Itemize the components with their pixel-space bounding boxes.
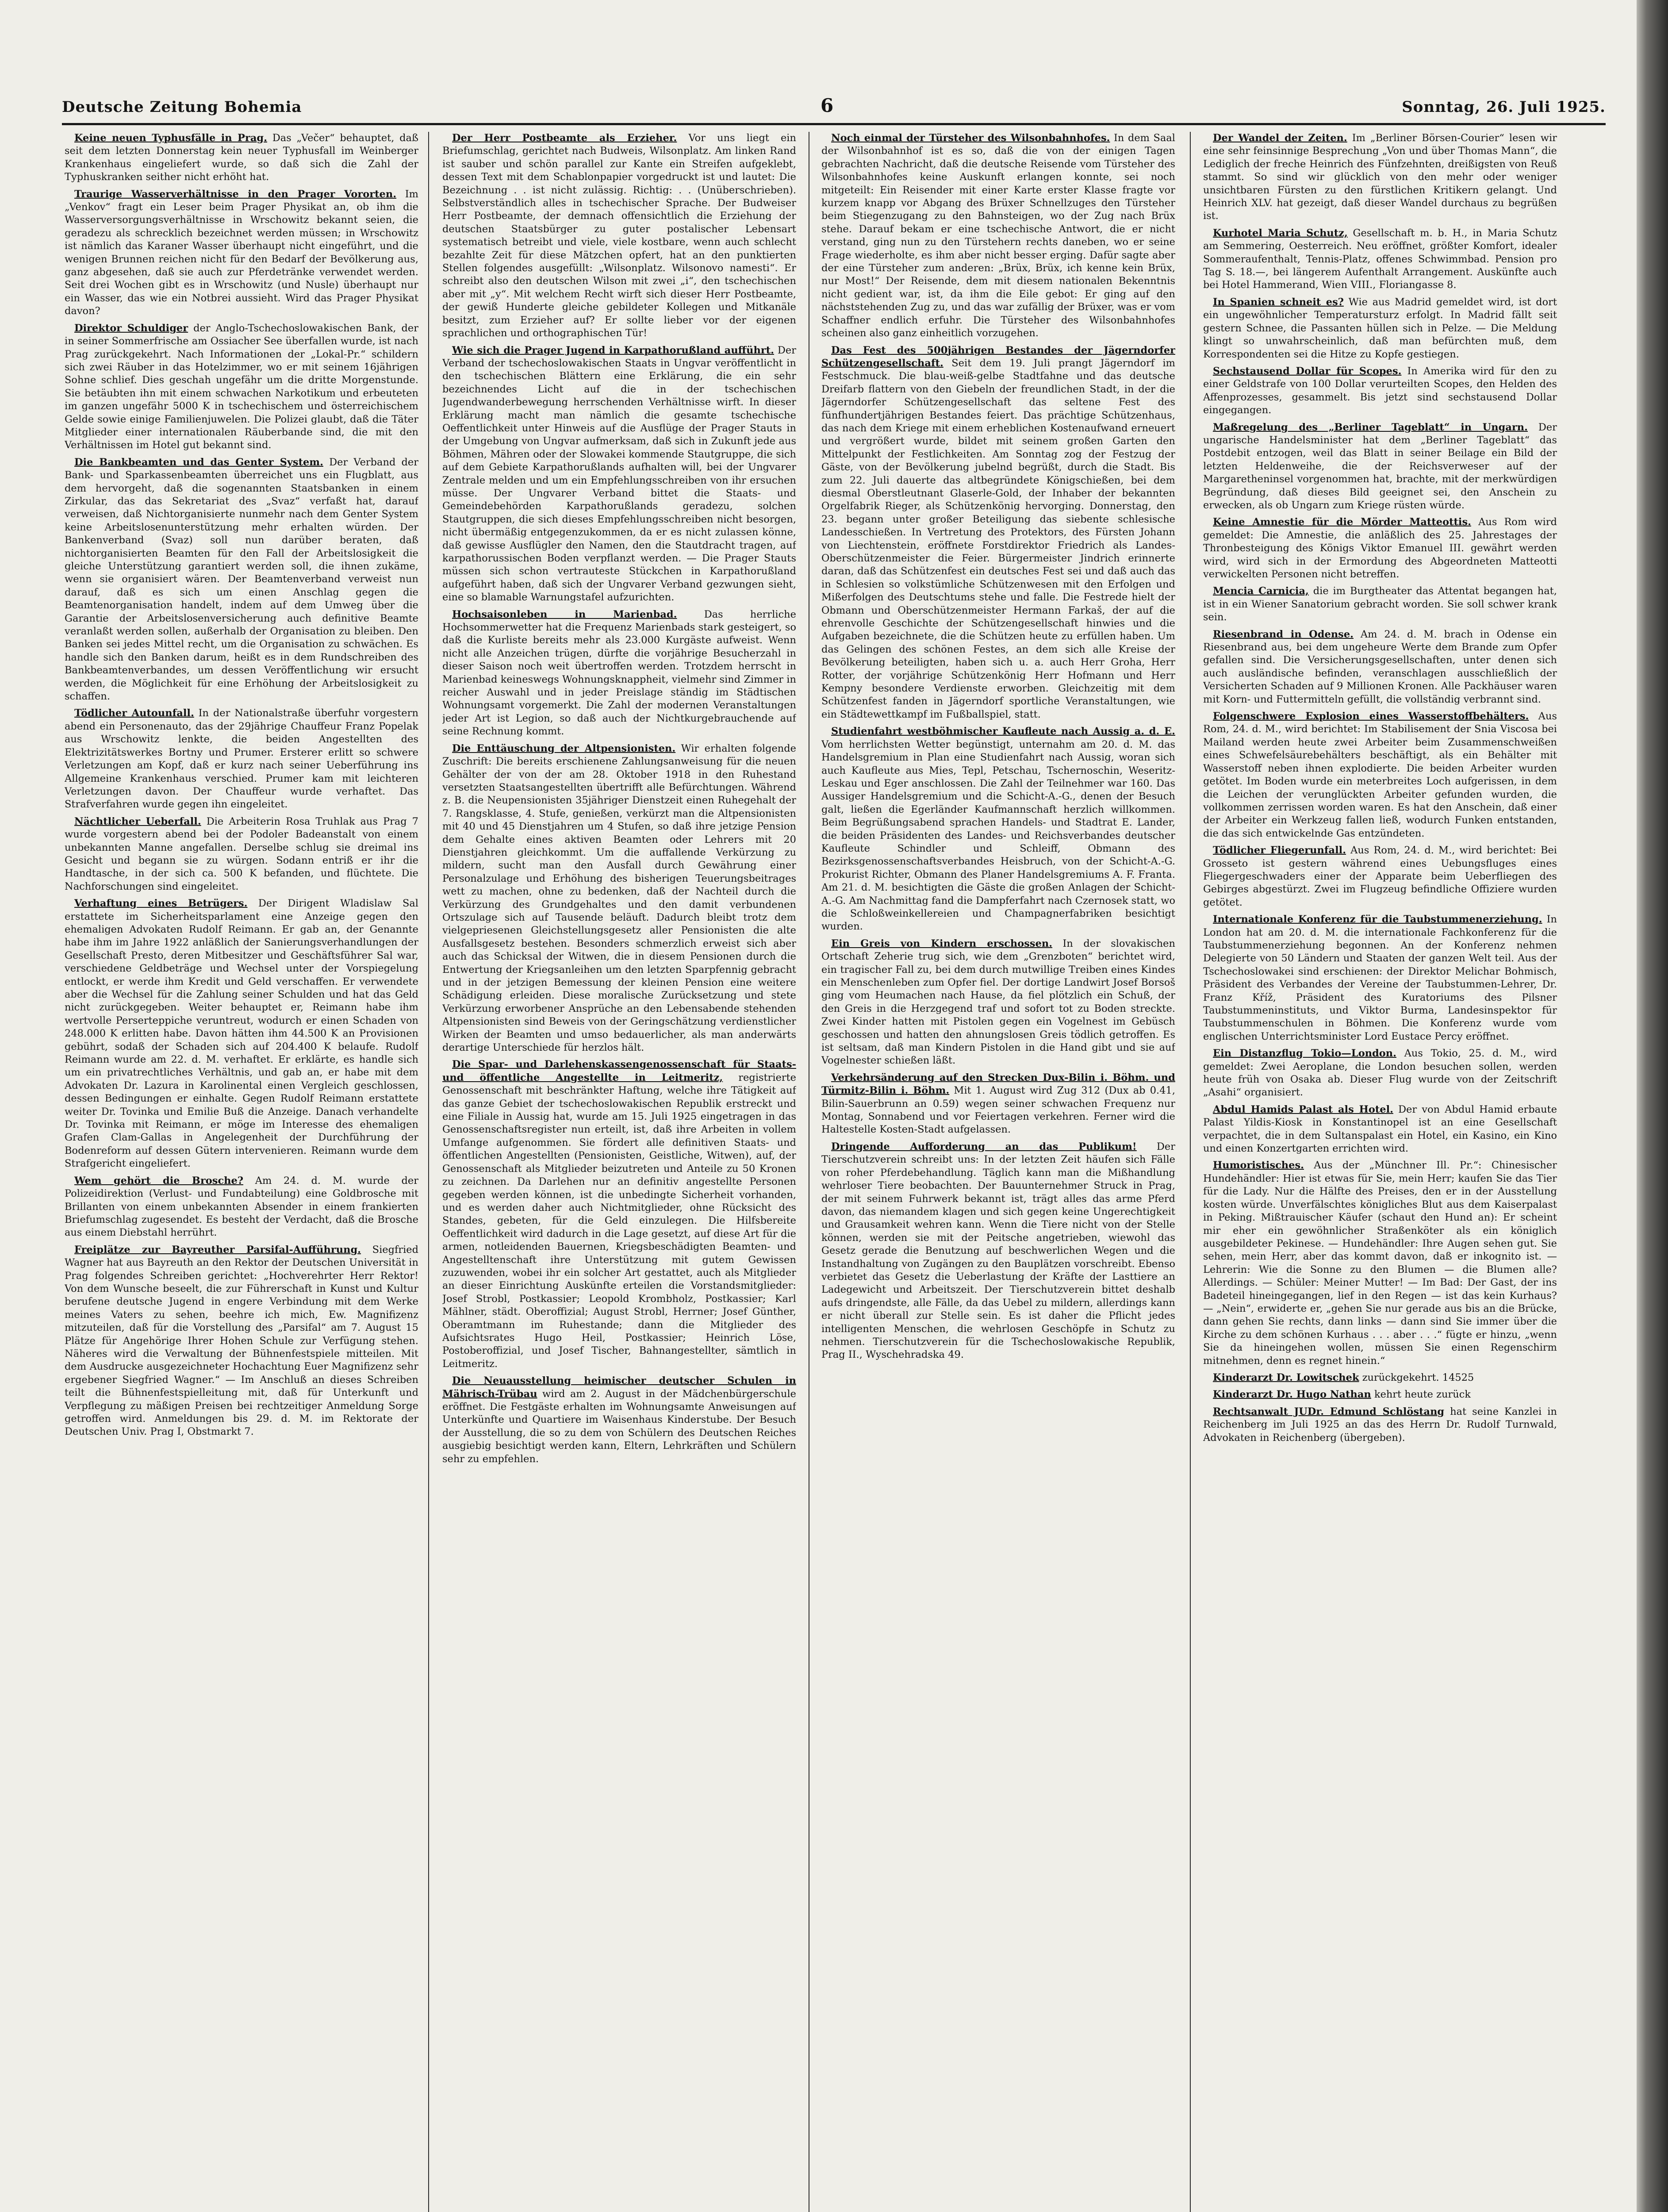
article [1203, 1371, 1557, 1384]
article-body: zurückgekehrt. 14525 [1362, 1371, 1474, 1383]
issue-date: Sonntag, 26. Juli 1925. [1402, 98, 1606, 116]
article [1203, 913, 1557, 1043]
article-body: kehrt heute zurück [1374, 1389, 1471, 1401]
article-headline: Tödlicher Fliegerunfall. [1213, 845, 1346, 856]
article-body: Der Verband der tschechoslowakischen Staats in Ungvar veröffentlicht in den tschechischen Blättern eine Erklärung, die ein sehr bezeichnendes Licht auf die in der tschechischen Jugendwanderbewegung herrschenden Verhältnisse wirft. In dieser Erklärung macht man nämlich die gesamte tschechische Oeffentlichkeit unter Hinweis auf die Ausflüge der Prager Stauts in der Umgebung von Ungvar aufmerksam, daß sich in Zukunft jede aus Böhmen, Mähren oder der Slowakei kommende Stautgruppe, die sich auf dem Gebiete Karpathorußlands aufhalten will, bei der Ungvarer Zentrale melden und um ein Empfehlungsschreiben von ihr ersuchen müsse. Der Ungvarer Verband bittet die Staats- und Gemeindebehörden Karpathorußlands geradezu, solchen Stautgruppen, die sich dieses Empfehlungsschreiben nicht besorgen, nicht übermäßig entgegenzukommen, da er es nicht zulassen könne, daß gewisse Ausflügler den Namen, den die Stautdracht tragen, auf karpathorussischen Boden verpflanzt werden. — Die Prager Stauts müssen sich schon vertrauteste Stückchen in Karpathorußland aufgeführt haben, daß sich der Ungvarer Verband gezwungen sieht, eine so blamable Warnungstafel aufzurichten. [442, 344, 796, 603]
article-headline: Studienfahrt westböhmischer Kaufleute nach Aussig a. d. E. [831, 726, 1175, 737]
article-body: In dem Saal der Wilsonbahnhof ist es so, daß die von der einigen Tagen gebrachten Nachricht, daß die deutsche Reisende vom Türsteher des Wilsonbahnhofes keine Auskunft erlangen konnte, sei noch mitgeteilt: Ein Reisender mit einer Karte erster Klasse fragte vor kurzem knapp vor Abgang des Brüxer Schnellzuges den Türsteher beim Stiegenzugang zu den Bahnsteigen, wo der Zug nach Brüx stehe. Darauf bekam er eine tschechische Antwort, die er nicht verstand, ging nun zu den Türstehern rechts daneben, wo er seine Frage wiederholte, es ihm aber nicht besser erging. Dafür sagte aber der eine Türsteher zum anderen: „Brüx, Brüx, ich kenne kein Brüx, nur Most!“ Der Reisende, dem mit diesem nationalen Bekenntnis nicht gedient war, ist, da ihm die Eile gebot: Er ging auf den nächststehenden Zug zu, und das war zufällig der Brüxer, was er vom Schaffner endlich erfuhr. Die Türsteher des Wilsonbahnhofes scheinen also ganz einheitlich vorzugehen. [821, 132, 1175, 339]
article [65, 815, 418, 893]
article-body: Der ungarische Handelsminister hat dem „Berliner Tageblatt“ das Postdebit entzogen, weil das Blatt in seiner Beilage ein Bild der letzten Heldenweihe, die der Reichsverweser auf der Margaretheninsel vorgenommen hat, brachte, mit der merkwürdigen Begründung, daß dieses Bild geeignet sei, den Anschein zu erwecken, als ob Ungarn zum Kriege rüsten würde. [1203, 421, 1557, 511]
article-headline: Ein Greis von Kindern erschossen. [831, 937, 1053, 949]
article-body: Das herrliche Hochsommerwetter hat die Frequenz Marienbads stark gesteigert, so daß die Kurliste bereits mehr als 23.000 Kurgäste aufweist. Wenn nicht alle Anzeichen trügen, dürfte die vorjährige Besucherzahl in dieser Saison noch weit übertroffen werden. Trotzdem herrscht in Marienbad keineswegs Wohnungsknappheit, vielmehr sind Zimmer in reicher Auswahl und in jeder Preislage ständig im Städtischen Wohnungsamt vorgemerkt. Die Zahl der modernen Veranstaltungen jeder Art ist Legion, so daß auch der Nichtkurgebrauchende auf seine Rechnung kommt. [442, 608, 796, 737]
article-body: hat seine Kanzlei in Reichenberg im Juli 1925 an das des Herrn Dr. Rudolf Turnwald, Advokaten in Reichenberg (übergeben). [1203, 1406, 1557, 1444]
article-body: Mit 1. August wird Zug 312 (Dux ab 0.41, Bilin-Sauerbrunn an 0.59) wegen seiner schwachen Frequenz nur Montag, Sonnabend und vor Feiertagen verkehren. Ferner wird die Haltestelle Kosten-Stadt aufgelassen. [821, 1085, 1175, 1136]
article-body: Aus Rom, 24. d. M., wird berichtet: Im Stabilisement der Snia Viscosa bei Mailand werden heute zwei Arbeiter beim Zusammenschweißen eines Schwefelsäurebehälters beschäftigt, als ein Behälter mit Wasserstoff neben ihnen explodierte. Die beiden Arbeiter wurden getötet. Im Boden wurde ein meterbreites Loch aufgerissen, in dem die Leichen der verunglückten Arbeiter gefunden wurden, die vollkommen zerrissen worden waren. Es hat den Anschein, daß einer der Arbeiter ein Werkzeug fallen ließ, wodurch Funken entstanden, die das sich entwickelnde Gas entzündeten. [1203, 710, 1557, 839]
article [1203, 1406, 1557, 1444]
article-headline: Dringende Aufforderung an das Publikum! [831, 1141, 1137, 1152]
article-headline: Verkehrsänderung auf den Strecken Dux-Bilin i. Böhm. und Türmitz-Bilin i. Böhm. [821, 1071, 1175, 1097]
article [442, 1058, 796, 1371]
article [65, 456, 418, 703]
article-body: Aus Rom wird gemeldet: Die Amnestie, die anläßlich des 25. Jahrestages der Thronbesteigung des Königs Viktor Emanuel III. gewährt werden wird, wird sich in der Ermordung des Abgeordneten Matteotti verwickelten Personen nicht betreffen. [1203, 516, 1557, 580]
article-body: der Anglo-Tschechoslowakischen Bank, der in seiner Sommerfrische am Ossiacher See überfallen wurde, ist nach Prag zurückgekehrt. Nach Informationen der „Lokal-Pr.“ schildern sich zwei Räuber in das Hotelzimmer, wo er mit seinem 16jährigen Sohne schlief. Dies geschah ungefähr um die dritte Morgenstunde. Sie betäubten ihn mit einem schwachen Narkotikum und erbeuteten im ganzen ungefähr 5000 K in tschechischem und österreichischem Gelde sowie einige Familienjuwelen. Die Polizei glaubt, daß die Täter Mitglieder einer internationalen Räuberbande sind, die mit den Verhältnissen im Hotel gut bekannt sind. [65, 322, 418, 451]
scan-edge [1637, 0, 1668, 2212]
article-headline: Kinderarzt Dr. Hugo Nathan [1213, 1389, 1371, 1401]
article [442, 1375, 796, 1466]
article-body: Wir erhalten folgende Zuschrift: Die bereits erschienene Zahlungsanweisung für die neuen Gehälter der von der am 28. Oktober 1918 in den Ruhestand versetzten Staatsangestellten übertrifft alle Befürchtungen. Während z. B. die Neupensionisten 35jähriger Dienstzeit einen Ruhegehalt der 7. Rangsklasse, 4. Stufe, genießen, verkürzt man die Altpensionisten mit 40 und 45 Dienstjahren um 4 Stufen, so daß ihre jetzige Pension dem Gehalte eines aktiven Beamten oder Lehrers mit 20 Dienstjahren gleichkommt. Um die auffallende Verkürzung zu mildern, sucht man den Ausfall durch Gewährung einer Personalzulage und Erhöhung des bisherigen Teuerungsbeitrages wett zu machen, ohne zu bedenken, daß der Nachteil durch die Verkürzung des Grundgehaltes und den damit verbundenen Ortszulage sich auf Tausende beläuft. Dadurch bleibt trotz dem vielgepriesenen Gleichstellungsgesetz aller Pensionisten die alte Ausfallsgesetz bestehen. Besonders schmerzlich erweist sich aber auch das Schicksal der Witwen, die in diesem Pensionen durch die Entwertung der Kriegsanleihen um den letzten Sparpfennig gebracht und in der jetzigen Bemessung der kleinen Pension eine weitere Schädigung erleiden. Diese moralische Zurücksetzung und stete Verkürzung erworbener Ansprüche an den Lebensabende stehenden Altpensionisten sind Beweis von der Geringschätzung verdienstlicher Wirken der Beamten und umso bedauerlicher, als man anderwärts derartige Unterschiede für herzlos hält. [442, 742, 796, 1054]
column-divider [1190, 132, 1191, 2212]
article-headline: In Spanien schneit es? [1213, 296, 1344, 308]
article-body: die im Burgtheater das Attentat begangen hat, ist in ein Wiener Sanatorium gebracht worden. Sie soll schwer krank sein. [1203, 585, 1557, 623]
article [1203, 365, 1557, 417]
article-body: Am 24. d. M. brach in Odense ein Riesenbrand aus, bei dem ungeheure Werte dem Brande zum Opfer gefallen sind. Die Versicherungsgesellschaften, unter denen sich auch ausländische befinden, veranschlagen ausschließlich der Versicherten Schaden auf 9 Millionen Kronen. Alle Packhäuser waren mit Korn- und Futtermitteln gefüllt, die vollständig verbrannt sind. [1203, 628, 1557, 705]
article-headline: Humoristisches. [1213, 1160, 1304, 1171]
article [65, 707, 418, 811]
newspaper-title: Deutsche Zeitung Bohemia [62, 98, 302, 116]
article-headline: Rechtsanwalt JUDr. Edmund Schlöstang [1213, 1406, 1445, 1417]
page-header [62, 95, 1606, 121]
article-body: Am 24. d. M. wurde der Polizeidirektion (Verlust- und Fundabteilung) eine Goldbrosche mit Brillanten von einem unbekannten Absender in einem frankierten Briefumschlag zugesendet. Es besteht der Verdacht, daß die Brosche aus einem Diebstahl herrührt. [65, 1175, 418, 1239]
article-body: Der Verband der Bank- und Sparkassenbeamten überreichet uns ein Flugblatt, aus dem hervorgeht, daß die sogenannten Staatsbanken in einem Zirkular, das das Sekretariat des „Svaz“ verfaßt hat, darauf verweisen, daß Nichtorganisierte nunmehr nach dem Genter System keine Arbeitslosenunterstützung mehr erhalten würden. Der Bankenverband (Svaz) soll nun darüber beraten, daß nichtorganisierten Beamten für den Fall der Arbeitslosigkeit die gleiche Unterstützung garantiert werden soll, die ihnen zukäme, wenn sie organisiert wären. Der Beamtenverband verweist nun darauf, daß es sich um einen Anschlag gegen die Beamtenorganisation handelt, indem auf dem Umweg über die Garantie der Arbeitslosenversicherung auch definitive Beamte veranlaßt werden sollen, außerhalb der Organisation zu bleiben. Den Banken sei jedes Mittel recht, um die Organisation zu schwächen. Es handle sich den Banken darum, heißt es in dem Rundschreiben des Bankbeamtenverbandes, um dessen Veröffentlichung wir ersucht werden, die Möglichkeit für eine Erhöhung der Arbeitslosigkeit zu schaffen. [65, 456, 418, 703]
column-4 [1203, 132, 1557, 2212]
article-headline: Direktor Schuldiger [74, 322, 188, 334]
article [821, 132, 1175, 340]
article-headline: Verhaftung eines Betrügers. [74, 898, 248, 910]
article [65, 132, 418, 184]
article [442, 742, 796, 1055]
article-body: wird am 2. August in der Mädchenbürgerschule eröffnet. Die Festgäste erhalten im Wohnungsamte Anweisungen auf Unterkünfte und Quartiere im Waisenhaus Kinderstube. Der Besuch der Ausstellung, die so zu dem von Schülern des Deutschen Reiches ausgiebig besichtigt werden kann, Eltern, Lehrkräften und Schülern sehr zu empfehlen. [442, 1388, 796, 1465]
article [1203, 1103, 1557, 1156]
article-body: Vom herrlichsten Wetter begünstigt, unternahm am 20. d. M. das Handelsgremium in Plan eine Studienfahrt nach Aussig, woran sich auch Kaufleute aus Mies, Tepl, Petschau, Tschernoschin, Weseritz-Leskau und Eger anschlossen. Die Zahl der Teilnehmer war 160. Das Aussiger Handelsgremium und die Schicht-A.-G., denen der Besuch galt, ließen die Egerländer Kaufmannschaft herzlich willkommen. Beim Begrüßungsabend sprachen Handels- und Stadtrat E. Lander, die beiden Präsidenten des Landes- und Reichsverbandes deutscher Kaufleute Schindler und Schleiff, Obmann des Bezirksgenossenschaftsverbandes Heisbruch, von der Schicht-A.-G. Prokurist Richter, Obmann des Planer Handelsgremiums A. F. Franta. Am 21. d. M. besichtigten die Gäste die großen Anlagen der Schicht-A.-G. Am Nachmittag fand die Dampferfahrt nach Czernosek statt, wo die Schloßweinkellereien und Champagnerfabriken besichtigt wurden. [821, 738, 1175, 933]
article-headline: Wie sich die Prager Jugend in Karpathorußland aufführt. [452, 344, 774, 356]
article [821, 725, 1175, 933]
article-headline: Hochsaisonleben in Marienbad. [452, 608, 677, 620]
article-body: Im „Berliner Börsen-Courier“ lesen wir eine sehr feinsinnige Besprechung „Von und über Thomas Mann“, die Lediglich der freche Heinrich des Fünfzehnten, dreißigsten von Reuß stammt. So sind wir glücklich von den mehr oder weniger unsichtbaren Fürsten zu den fürstlichen Kritikern gelangt. Und Heinrich XLV. hat gezeigt, daß dieser Wandel durchaus zu begrüßen ist. [1203, 132, 1557, 222]
article-body: Seit dem 19. Juli prangt Jägerndorf im Festschmuck. Die blau-weiß-gelbe Stadtfahne und das deutsche Dreifarb flattern von den Giebeln der freundlichen Stadt, in der die Jägerndorfer Schützengesellschaft das seltene Fest des fünfhundertjährigen Bestandes feiert. Das prächtige Schützenhaus, das nach dem Kriege mit einem erheblichen Kostenaufwand erneuert und vergrößert wurde, bildet mit seinem großen Garten den Mittelpunkt der Festlichkeiten. Am Sonntag zog der Festzug der Gäste, von der Bevölkerung jubelnd begrüßt, durch die Stadt. Bis zum 22. Juli dauerte das altbegründete Königschießen, bei dem diesmal Oberstleutnant Glaserle-Gold, der Inhaber der bekannten Orgelfabrik Rieger, als Schützenkönig hervorging. Donnerstag, den 23. begann unter großer Beteiligung das siebente schlesische Landesschießen. In Vertretung des Protektors, des Fürsten Johann von Liechtenstein, eröffnete Forstdirektor Friedrich als Landes-Oberschützenmeister die Feier. Bürgermeister Jindrich erinnerte daran, daß das Schützenfest ein deutsches Fest sei und daß auch das in Schlesien so volkstümliche Schützenwesen mit den Erfolgen und Mißerfolgen des Deutschtums stehe und falle. Die Festrede hielt der Obmann und Oberschützenmeister Hermann Farkaš, der auf die ehrenvolle Geschichte der Schützengesellschaft hinwies und die Aufgaben bezeichnete, die die Schützen heute zu erfüllen haben. Um das Gelingen des schönen Festes, an dem sich alle Kreise der Bevölkerung beteiligten, haben sich u. a. auch Herr Groha, Herr Rotter, der vorjährige Schützenkönig Herr Hofmann und Herr Kempny besondere Verdienste erworben. Gleichzeitig mit dem Schützenfest fanden in Jägerndorf sportliche Veranstaltungen, wie ein Städtewettkampf im Fußballspiel, statt. [821, 357, 1175, 720]
article [65, 1244, 418, 1439]
article-body: In der slovakischen Ortschaft Zeherie trug sich, wie dem „Grenzboten“ berichtet wird, ein tragischer Fall zu, bei dem durch mutwillige Treiben eines Kindes ein Menschenleben zum Opfer fiel. Der dortige Landwirt Josef Borsoš ging vom Heumachen nach Hause, da fiel plötzlich ein Schuß, der den Greis in die Herzgegend traf und sofort tot zu Boden streckte. Zwei Kinder hatten mit Pistolen gegen ein Vogelnest im Gebüsch geschossen und hatten den ahnungslosen Greis tödlich getroffen. Es ist seltsam, daß man Kindern Pistolen in die Hand gibt und sie auf Vogelnester schießen läßt. [821, 937, 1175, 1067]
article-body: Wie aus Madrid gemeldet wird, ist dort ein ungewöhnlicher Temperatursturz erfolgt. In Madrid fällt seit gestern Schnee, die Passanten hüllen sich in Pelze. — Die Meldung klingt so unwahrscheinlich, daß man befürchten muß, dem Korrespondenten sei die Hitze zu Kopfe gestiegen. [1203, 296, 1557, 360]
article-headline: Die Spar- und Darlehenskassengenossenschaft für Staats- und öffentliche Angestellte in Leitmeritz, [442, 1059, 796, 1083]
article-body: In London hat am 20. d. M. die internationale Fachkonferenz für die Taubstummenerziehung begonnen. An der Konferenz nehmen Delegierte von 50 Ländern und Staaten der ganzen Welt teil. Aus der Tschechoslowakei sind erschienen: der Direktor Melichar Bohmisch, Präsident des Verbandes der Vereine der Taubstummen-Lehrer, Dr. Franz Kříž, Präsident des Kuratoriums des Pilsner Taubstummeninstituts, und Viktor Burma, Landesinspektor für Taubstummenschulen in Böhmen. Die Konferenz wurde vom englischen Unterrichtsminister Lord Eustace Percy eröffnet. [1203, 914, 1557, 1042]
article [1203, 421, 1557, 512]
column-2 [442, 132, 796, 2212]
article [1203, 628, 1557, 706]
article-body: Aus Tokio, 25. d. M., wird gemeldet: Zwei Aeroplane, die London besuchen sollen, werden heute früh von Osaka ab. Dieser Flug wurde von der Zeitschrift „Asahi“ organisiert. [1203, 1048, 1557, 1098]
article-body: Der von Abdul Hamid erbaute Palast Yildis-Kiosk in Konstantinopel ist an eine Gesellschaft verpachtet, die in dem Sultanspalast ein Hotel, ein Kasino, ein Kino und einen Konzertgarten errichten wird. [1203, 1103, 1557, 1155]
article-headline: Mencia Carnicia, [1213, 585, 1309, 597]
article-body: Aus der „Münchner Ill. Pr.“: Chinesischer Hundehändler: Hier ist etwas für Sie, mein Herr; kaufen Sie das Tier für die Lady. Nur die Hälfte des Preises, den er in der Ausstellung kosten würde. Unverfälschtes königliches Blut aus dem Kaiserpalast in Peking. Mißtrauischer Käufer (schaut den Hund an): Er scheint mir eher ein gewöhnlicher Straßenköter als ein königlich ausgebildeter Pekinese. — Hundehändler: Ihre Augen sehen gut. Sie sehen, mein Herr, aber das kommt davon, daß er inkognito ist. — Lehrerin: Wie die Sonne zu den Blumen — die Blumen alle? Allerdings. — Schüler: Meiner Mutter! — Im Bad: Der Gast, der ins Badeteil hineingegangen, lief in den Regen — ist das kein Kurhaus? — „Nein“, erwiderte er, „gehen Sie nur gerade aus bis an die Brücke, dann gehen Sie rechts, dann links — dann sind Sie immer über die Kirche zu dem schönen Kurhaus . . . aber . . .“ fügte er hinzu, „wenn Sie da hineingehen wollen, müssen Sie einen Regenschirm mitnehmen, denn es regnet hinein.“ [1203, 1160, 1557, 1367]
article [65, 897, 418, 1171]
article [821, 1141, 1175, 1362]
article [442, 608, 796, 738]
article-headline: Nächtlicher Ueberfall. [74, 815, 201, 827]
header-rule [62, 123, 1606, 125]
article [65, 322, 418, 452]
article-body: Aus Rom, 24. d. M., wird berichtet: Bei Grosseto ist gestern während eines Uebungsfluges eines Fliegergeschwaders einer der Apparate beim Ueberfliegen des Gebirges abgestürzt. Zwei im Flugzeug befindliche Offiziere wurden getötet. [1203, 845, 1557, 908]
article [1203, 1388, 1557, 1401]
article-headline: Kinderarzt Dr. Lowitschek [1213, 1371, 1359, 1383]
article [1203, 227, 1557, 292]
column-1 [65, 132, 418, 2212]
article-body: Gesellschaft m. b. H., in Maria Schutz am Semmering, Oesterreich. Neu eröffnet, größter Komfort, idealer Sommeraufenthalt, Tennis-Platz, offenes Schwimmbad. Pension pro Tag S. 18.—, bei längerem Aufenthalt Arrangement. Auskünfte auch bei Hotel Hammerand, Wien VIII., Floriangasse 8. [1203, 227, 1557, 291]
article-body: registrierte Genossenschaft mit beschränkter Haftung, welche ihre Tätigkeit auf das ganze Gebiet der tschechoslowakischen Republik erstreckt und eine Filiale in Aussig hat, wurde am 15. Juli 1925 eingetragen in das Genossenschaftsregister nun erteilt, ist, daß ihre Arbeiten in vollem Umfange aufgenommen. Sie fördert alle definitiven Staats- und öffentlichen Angestellten (Pensionisten, Geistliche, Witwen), auf, der Genossenschaft als Mitglieder beizutreten und Anteile zu 50 Kronen zu zeichnen. Da Darlehen nur an definitiv angestellte Personen gegeben werden können, ist die unbedingte Sicherheit vorhanden, und es werden daher auch Nichtmitglieder, ohne Rücksicht des Standes, gebeten, für die Geld einzulegen. Die Hilfsbereite Oeffentlichkeit wird dadurch in die Lage gesetzt, auf diese Art für die armen, notleidenden Bauernen, Kriegsbeschädigten Beamten- und Angestelltenschaft ihre Unterstützung mit gutem Gewissen zuzuwenden, wobei ihr ein solcher Art gestattet, auch als Mitglieder an dieser Einrichtung Auskünfte erteilen die Vorstandsmitglieder: Josef Strobl, Postkassier; Leopold Krombholz, Postkassier; Karl Mählner, städt. Oberoffizial; August Strobl, Herrner; Josef Günther, Oberamtmann im Ruhestande; dann die Mitglieder des Aufsichtsrates Hugo Heil, Postkassier; Heinrich Löse, Postoberoffizial, und Josef Tischer, Bahnangestellter, sämtlich in Leitmeritz. [442, 1071, 796, 1370]
page-number: 6 [821, 95, 834, 116]
article [442, 132, 796, 340]
article [821, 937, 1175, 1068]
article-headline: Wem gehört die Brosche? [74, 1175, 244, 1187]
article-headline: Riesenbrand in Odense. [1213, 628, 1354, 640]
article-headline: Der Wandel der Zeiten. [1213, 132, 1347, 144]
article [1203, 516, 1557, 581]
article [1203, 1159, 1557, 1367]
article-headline: Ein Distanzflug Tokio—London. [1213, 1048, 1396, 1060]
article [1203, 585, 1557, 624]
article-body: Siegfried Wagner hat aus Bayreuth an den Rektor der Deutschen Universität in Prag folgendes Schreiben gerichtet: „Hochverehrter Herr Rektor! Von dem Wunsche beseelt, die zur Führerschaft in Kunst und Kultur berufene deutsche Jugend in engere Verbindung mit dem Werke meines Vaters zu sehen, beehre ich mich, Ew. Magnifizenz mitzuteilen, daß für die Vorstellung des „Parsifal“ am 7. August 15 Plätze für Angehörige Ihrer Hohen Schule zur Verfügung stehen. Näheres wird die Verwaltung der Bühnenfestspiele mitteilen. Mit dem Ausdrucke ausgezeichneter Hochachtung Euer Magnifizenz sehr ergebener Siegfried Wagner.“ — Im Anschluß an dieses Schreiben teilt die Bühnenfestspielleitung mit, daß für Unterkunft und Verpflegung zu mäßigen Preisen bei rechtzeitiger Anmeldung Sorge getroffen wird. Anmeldungen bis 29. d. M. im Rektorate der Deutschen Univ. Prag I, Obstmarkt 7. [65, 1244, 418, 1438]
article-headline: Die Enttäuschung der Altpensionisten. [452, 742, 676, 754]
article [1203, 1047, 1557, 1099]
article-headline: Keine Amnestie für die Mörder Matteottis. [1213, 516, 1471, 528]
article-headline: Die Bankbeamten und das Genter System. [74, 456, 323, 468]
column-3 [821, 132, 1175, 2212]
column-divider [428, 132, 429, 2212]
article-body: Der Dirigent Wladislaw Sal erstattete im Sicherheitsparlament eine Anzeige gegen den ehemaligen Advokaten Rudolf Reimann. Er gab an, der Genannte habe ihm im Jahre 1922 anläßlich der Sanierungsverhandlungen der Gesellschaft Presto, deren Mitbesitzer und Geschäftsführer Sal war, verschiedene Geldbeträge und Wechsel unter der Vorspiegelung entlockt, er werde ihm Kredit und Geld verschaffen. Er verwendete aber die Wechsel für die Zahlung seiner Schulden und hat das Geld nicht zurückgegeben. Weiter behauptet er, Reimann habe ihm wertvolle Perserteppiche veruntreut, wodurch er einen Schaden von 248.000 K erlitten habe. Davon hätten ihm 44.500 K an Provisionen gebührt, sodaß der Schaden sich auf 204.400 K belaufe. Rudolf Reimann wurde am 22. d. M. verhaftet. Er erklärte, es handle sich um ein privatrechtliches Verhältnis, und gab an, er habe mit dem Advokaten Dr. Lazura in Karolinental einen Vergleich geschlossen, dessen Bedingungen er einhalte. Gegen Rudolf Reimann erstattete weiter Dr. Tovinka und Emilie Buß die Anzeige. Danach verhandelte Dr. Tovinka mit Reimann, er möge im Interesse des ehemaligen Grafen Clam-Gallas in Angelegenheit der Durchführung der Bodenreform auf dessen Gütern intervenieren. Reimann wurde dem Strafgericht eingeliefert. [65, 898, 418, 1170]
article [65, 188, 418, 318]
article-body: In Amerika wird für den zu einer Geldstrafe von 100 Dollar verurteilten Scopes, den Helden des Affenprozesses, gesammelt. Bis jetzt sind sechstausend Dollar eingegangen. [1203, 365, 1557, 416]
article-body: Das „Večer“ behauptet, daß seit dem letzten Donnerstag kein neuer Typhusfall im Weinberger Krankenhaus eingeliefert wurde, so daß sich die Zahl der Typhuskranken seither nicht erhöht hat. [65, 132, 418, 183]
article-headline: Kurhotel Maria Schutz, [1213, 227, 1348, 239]
article-headline: Freiplätze zur Bayreuther Parsifal-Aufführung. [74, 1244, 361, 1256]
article-body: Die Arbeiterin Rosa Truhlak aus Prag 7 wurde vorgestern abend bei der Podoler Badeanstalt von einem unbekannten Manne angefallen. Derselbe schlug sie dreimal ins Gesicht und begann sie zu würgen. Sodann entriß er ihr die Handtasche, in der sich ca. 500 K befanden, und flüchtete. Die Nachforschungen sind eingeleitet. [65, 815, 418, 892]
article [442, 344, 796, 604]
article [1203, 132, 1557, 223]
article-headline: Der Herr Postbeamte als Erzieher. [452, 132, 677, 144]
article-body: Vor uns liegt ein Briefumschlag, gerichtet nach Budweis, Wilsonplatz. Am linken Rand ist sauber und schön parallel zur Kante ein Streifen aufgeklebt, dessen Text mit dem Schablonpapier vorgedruckt ist und lautet: Die Bezeichnung . . ist nicht zulässig. Richtig: . . (Unüberschrieben). Selbstverständlich alles in tschechischer Sprache. Der Budweiser Herr Postbeamte, der demnach offensichtlich die Erziehung der deutschen Staatsbürger zu guter postalischer Lebensart systematisch betreibt und viele, viele kostbare, wenn auch schlecht bezahlte Zeit für diese Mätzchen opfert, hat an den punktierten Stellen folgendes ausgefüllt: „Wilsonplatz. Wilsonovo namesti“. Er schreibt also den deutschen Wilson mit zwei „i“, den tschechischen aber mit „y“. Mit welchem Recht wirft sich dieser Herr Postbeamte, der gewiß Hunderte gleiche gebildeter Kollegen und Mitkanäle besitzt, zum Erzieher auf? Er sollte lieber vor der eigenen sprachlichen und orthographischen Tür! [442, 132, 796, 339]
article [1203, 296, 1557, 361]
article-headline: Sechstausend Dollar für Scopes. [1213, 365, 1402, 377]
article-body: Im „Venkov“ fragt ein Leser beim Prager Physikat an, ob ihm die Wasserversorgungsverhältnisse in Wrschowitz bekannt seien, die geradezu als schrecklich bezeichnet werden müssen; in Wrschowitz ist nämlich das Karaner Wasser überhaupt nicht eingeführt, und die wenigen Brunnen reichen nicht für den Bedarf der Bevölkerung aus, ganz abgesehen, daß sie auch zur Pferdetränke verwendet werden. Seit drei Wochen gibt es in Wrschowitz (und Nusle) überhaupt nur ein Wasser, das wie ein Notbrei aussieht. Wird das Prager Physikat davon? [65, 188, 418, 317]
article-body: In der Nationalstraße überfuhr vorgestern abend ein Personenauto, das der 29jährige Chauffeur Franz Popelak aus Wrschowitz lenkte, die beiden Angestellten des Elektrizitätswerkes Bortny und Prumer. Ersterer erlitt so schwere Verletzungen am Kopf, daß er kurz nach seiner Ueberführung ins Allgemeine Krankenhaus verschied. Prumer kam mit leichteren Verletzungen davon. Der Chauffeur wurde verhaftet. Das Strafverfahren wurde gegen ihn eingeleitet. [65, 707, 418, 810]
article [821, 1071, 1175, 1137]
article-headline: Traurige Wasserverhältnisse in den Prager Vororten. [74, 188, 397, 200]
article [1203, 710, 1557, 840]
article-headline: Maßregelung des „Berliner Tageblatt“ in Ungarn. [1213, 421, 1528, 433]
article-headline: Das Fest des 500jährigen Bestandes der Jägerndorfer Schützengesellschaft. [821, 344, 1175, 369]
article [1203, 844, 1557, 909]
article-headline: Tödlicher Autounfall. [74, 707, 194, 719]
article-headline: Abdul Hamids Palast als Hotel. [1213, 1103, 1393, 1115]
article-headline: Folgenschwere Explosion eines Wasserstoffbehälters. [1213, 710, 1529, 722]
article [821, 344, 1175, 722]
article-headline: Keine neuen Typhusfälle in Prag. [74, 132, 267, 144]
article-headline: Noch einmal der Türsteher des Wilsonbahnhofes. [831, 132, 1110, 144]
article-body: Der Tierschutzverein schreibt uns: In der letzten Zeit häufen sich Fälle von roher Pferdebehandlung. Täglich kann man die Mißhandlung wehrloser Tiere beobachten. Der Bauunternehmer Struck in Prag, der mit seinem Fuhrwerk bekannt ist, trägt alles das arme Pferd davon, das niemandem klagen und sich gegen keine Ungerechtigkeit und Grausamkeit wehren kann. Wenn die Tiere nicht von der Stelle können, werden sie mit der Peitsche angetrieben, wiewohl das Gesetz gerade die Benutzung auf beschwerlichen Wegen und die Instandhaltung von Zugängen zu den Bauplätzen vorschreibt. Ebenso verbietet das Gesetz die Ueberlastung der Kräfte der Lasttiere an Ladegewicht und Arbeitszeit. Der Tierschutzverein bittet deshalb aufs dringendste, alle Fälle, da das Uebel zu mildern, allerdings kann er nicht überall zur Stelle sein. Es ist daher die Pflicht jedes intelligenten Menschen, die wehrlosen Geschöpfe in Schutz zu nehmen. Tierschutzverein für die Tschechoslowakische Republik, Prag II., Wyschehradska 49. [821, 1141, 1175, 1361]
article [65, 1175, 418, 1240]
article-headline: Die Neuausstellung heimischer deutscher Schulen in Mährisch-Trübau [442, 1375, 796, 1400]
article-headline: Internationale Konferenz für die Taubstummenerziehung. [1213, 914, 1542, 926]
